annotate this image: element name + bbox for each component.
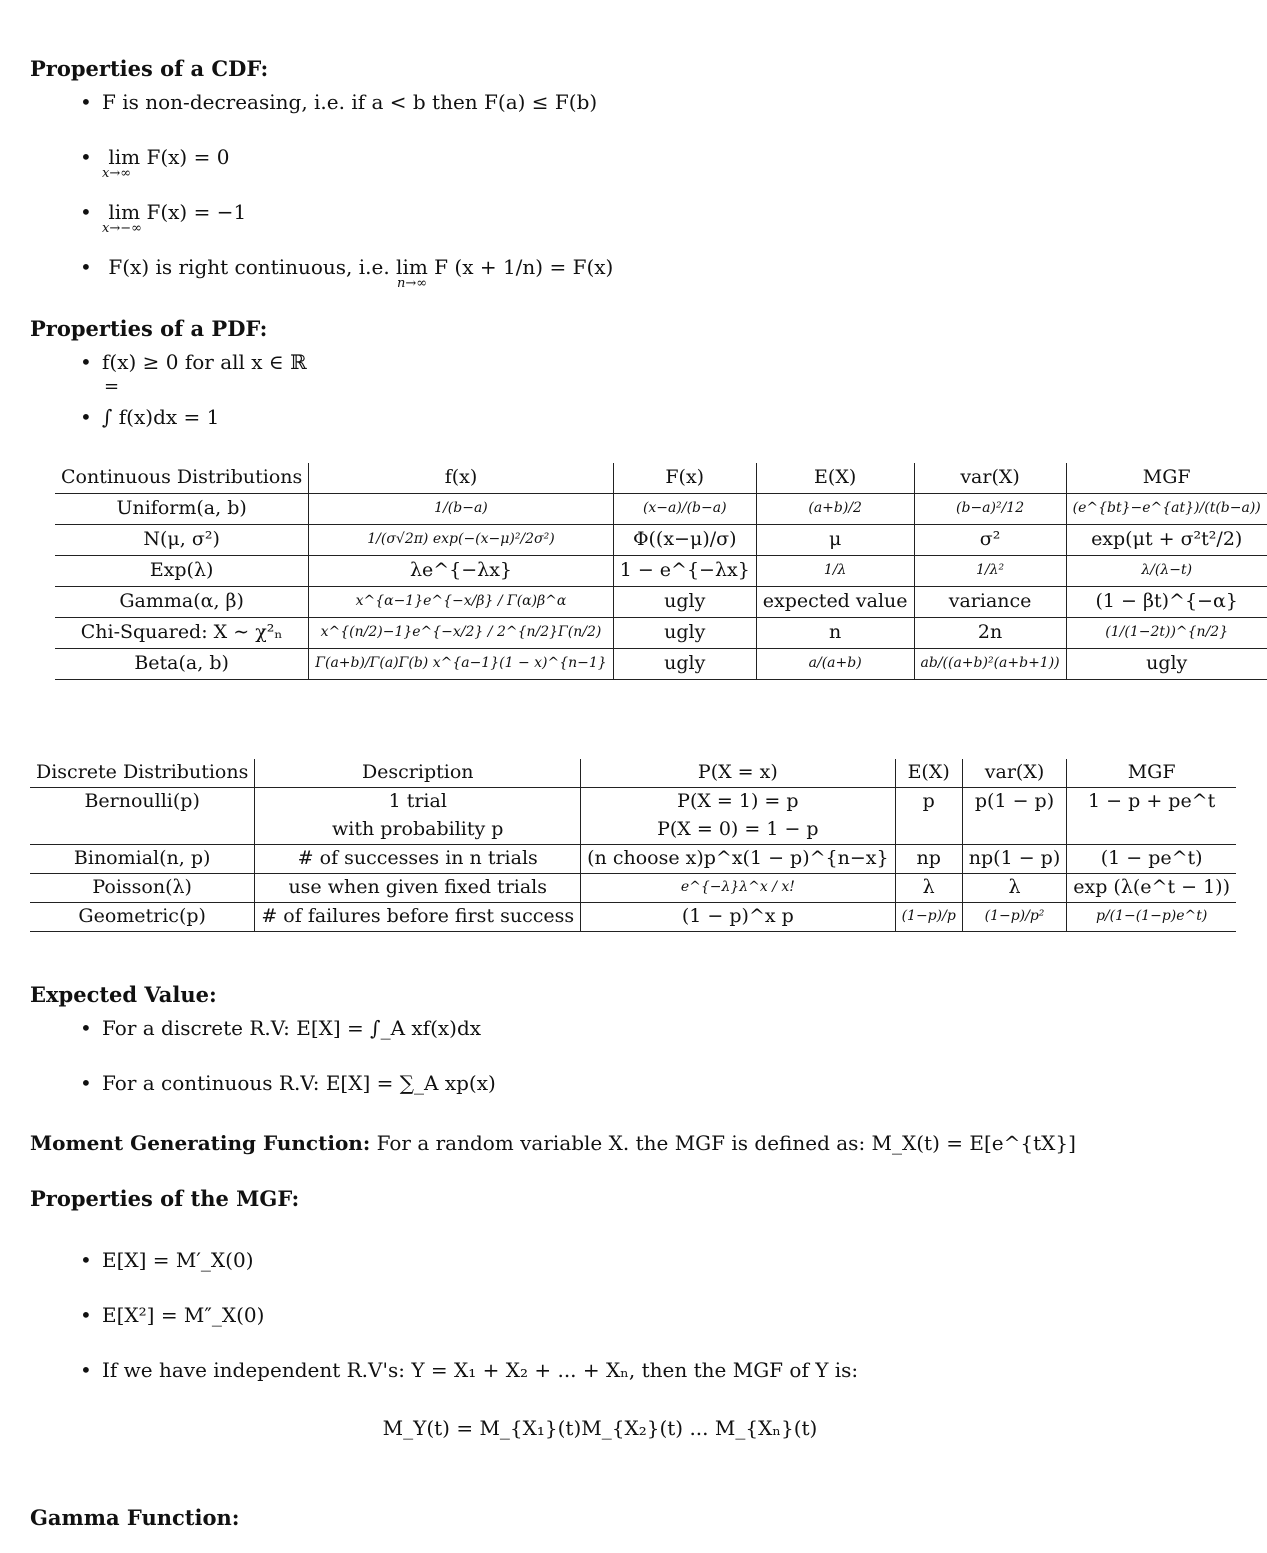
table-cell: (1−p)/p [895,903,962,932]
mgf-definition-label: Moment Generating Function: [30,1131,371,1155]
table-cell: 1 − e^{−λx} [613,556,756,587]
table-cell: ab/((a+b)²(a+b+1)) [914,649,1066,680]
col-header: F(x) [613,463,756,494]
col-header: var(X) [914,463,1066,494]
table-cell: expected value [756,587,914,618]
table-row [55,494,1267,525]
table-cell: use when given fixed trials [255,874,581,903]
table-cell: λ/(λ−t) [1066,556,1267,587]
table-cell: ugly [613,649,756,680]
mgf-bullet-3: • If we have independent R.V's: Y = X₁ + X₂ + ... + Xₙ, then the MGF of Y is: [80,1358,858,1382]
cdf-bullet-2-text: lim F(x) = 0 [108,145,230,169]
table-cell: 1/(b−a) [309,494,613,525]
table-row [30,788,1236,817]
table-cell: λ [895,874,962,903]
col-header: f(x) [309,463,613,494]
col-header: E(X) [756,463,914,494]
col-header: Description [255,759,581,788]
table-cell: P(X = 1) = p [581,788,895,817]
table-cell: λe^{−λx} [309,556,613,587]
table-cell: x^{(n/2)−1}e^{−x/2} / 2^{n/2}Γ(n/2) [309,618,613,649]
mgf-bullet-2: • E[X²] = M″_X(0) [80,1303,264,1327]
table-cell: a/(a+b) [756,649,914,680]
table-row [55,587,1267,618]
table-cell [1067,816,1236,845]
expected-value-bullet-2: • For a continuous R.V: E[X] = ∑_A xp(x) [80,1071,496,1095]
table-row [55,525,1267,556]
table-cell: e^{−λ}λ^x / x! [581,874,895,903]
table-cell: np(1 − p) [962,845,1066,874]
col-header: MGF [1067,759,1236,788]
table-cell: Binomial(n, p) [30,845,255,874]
table-cell: Bernoulli(p) [84,790,200,813]
table-row [30,903,1236,932]
table-cell: (b−a)²/12 [914,494,1066,525]
table-cell: Gamma(α, β) [55,587,309,618]
col-header: E(X) [895,759,962,788]
table-cell: ugly [1066,649,1267,680]
table-row [30,845,1236,874]
table-cell: n [756,618,914,649]
table-cell [895,816,962,845]
cdf-limit-1: x→∞ [102,166,132,181]
cdf-heading: Properties of a CDF: [30,56,269,81]
continuous-header-row [55,463,1267,494]
table-cell: (x−a)/(b−a) [613,494,756,525]
table-cell: Chi-Squared: X ∼ χ²ₙ [55,618,309,649]
cdf-limit-2: x→−∞ [102,221,142,236]
cdf-bullet-4 [80,255,613,279]
expected-value-bullet-1: • For a discrete R.V: E[X] = ∫_A xf(x)dx [80,1016,481,1040]
mgf-definition [30,1131,1076,1155]
table-cell: Φ((x−μ)/σ) [613,525,756,556]
cdf-bullet-1: • F is non-decreasing, i.e. if a < b then F(a) ≤ F(b) [80,90,597,114]
table-row [55,618,1267,649]
table-cell: μ [756,525,914,556]
table-cell: (n choose x)p^x(1 − p)^{n−x} [581,845,895,874]
gamma-function-heading: Gamma Function: [30,1505,240,1530]
table-cell: # of successes in n trials [255,845,581,874]
col-header: Discrete Distributions [30,759,255,788]
table-cell: (1−p)/p² [962,903,1066,932]
table-cell: Poisson(λ) [30,874,255,903]
table-cell: 2n [914,618,1066,649]
table-row [55,556,1267,587]
table-cell: (e^{bt}−e^{at})/(t(b−a)) [1066,494,1267,525]
cdf-bullet-4-text: F(x) is right continuous, i.e. lim F (x + 1/n) = F(x) [108,255,614,279]
mgf-sum-equation: M_Y(t) = M_{X₁}(t)M_{X₂}(t) ... M_{Xₙ}(t) [382,1416,818,1440]
table-cell: x^{α−1}e^{−x/β} / Γ(α)β^α [309,587,613,618]
table-cell: (1 − p)^x p [581,903,895,932]
table-cell: 1/(σ√2π) exp(−(x−μ)²/2σ²) [309,525,613,556]
table-cell: # of failures before first success [255,903,581,932]
discrete-header-row [30,759,1236,788]
table-cell: ugly [613,587,756,618]
table-cell: np [895,845,962,874]
table-cell: p/(1−(1−p)e^t) [1067,903,1236,932]
table-cell: Beta(a, b) [55,649,309,680]
table-cell: Uniform(a, b) [55,494,309,525]
expected-value-heading: Expected Value: [30,982,217,1007]
table-cell: p(1 − p) [962,788,1066,817]
table-cell: 1 trial [255,788,581,817]
pdf-bullet-2: • ∫ f(x)dx = 1 [80,405,219,429]
table-cell: (1 − βt)^{−α} [1066,587,1267,618]
table-cell: 1/λ [756,556,914,587]
table-cell: Geometric(p) [30,903,255,932]
table-cell: N(μ, σ²) [55,525,309,556]
mgf-bullet-1: • E[X] = M′_X(0) [80,1248,254,1272]
table-cell: p [895,788,962,817]
col-header: var(X) [962,759,1066,788]
table-cell: σ² [914,525,1066,556]
pdf-heading: Properties of a PDF: [30,316,268,341]
table-cell: exp (λ(e^t − 1)) [1067,874,1236,903]
col-header: Continuous Distributions [55,463,309,494]
cdf-limit-3: n→∞ [397,276,428,291]
table-cell: with probability p [255,816,581,845]
table-cell: Γ(a+b)/Γ(a)Γ(b) x^{a−1}(1 − x)^{n−1} [309,649,613,680]
col-header: MGF [1066,463,1267,494]
table-cell: 1/λ² [914,556,1066,587]
cdf-bullet-3-text: lim F(x) = −1 [108,200,247,224]
table-cell [962,816,1066,845]
table-cell: (1/(1−2t))^{n/2} [1066,618,1267,649]
mgf-definition-text: For a random variable X. the MGF is defined as: M_X(t) = E[e^{tX}] [376,1131,1076,1155]
table-row [30,874,1236,903]
table-row [30,816,1236,845]
table-cell: P(X = 0) = 1 − p [581,816,895,845]
discrete-distributions-table [30,759,1236,932]
table-cell: variance [914,587,1066,618]
table-cell: (1 − pe^t) [1067,845,1236,874]
table-cell: Exp(λ) [55,556,309,587]
table-cell: exp(μt + σ²t²/2) [1066,525,1267,556]
continuous-distributions-table [55,463,1267,680]
col-header: P(X = x) [581,759,895,788]
table-cell: λ [962,874,1066,903]
table-cell: (a+b)/2 [756,494,914,525]
table-cell: ugly [613,618,756,649]
pdf-bullet-1: • f(x) ≥ 0 for all x ∈ ℝ [80,350,307,374]
table-cell [30,816,255,845]
table-cell: 1 − p + pe^t [1067,788,1236,817]
table-row [55,649,1267,680]
mgf-properties-heading: Properties of the MGF: [30,1186,300,1211]
pdf-stray-equals: = [104,376,120,397]
